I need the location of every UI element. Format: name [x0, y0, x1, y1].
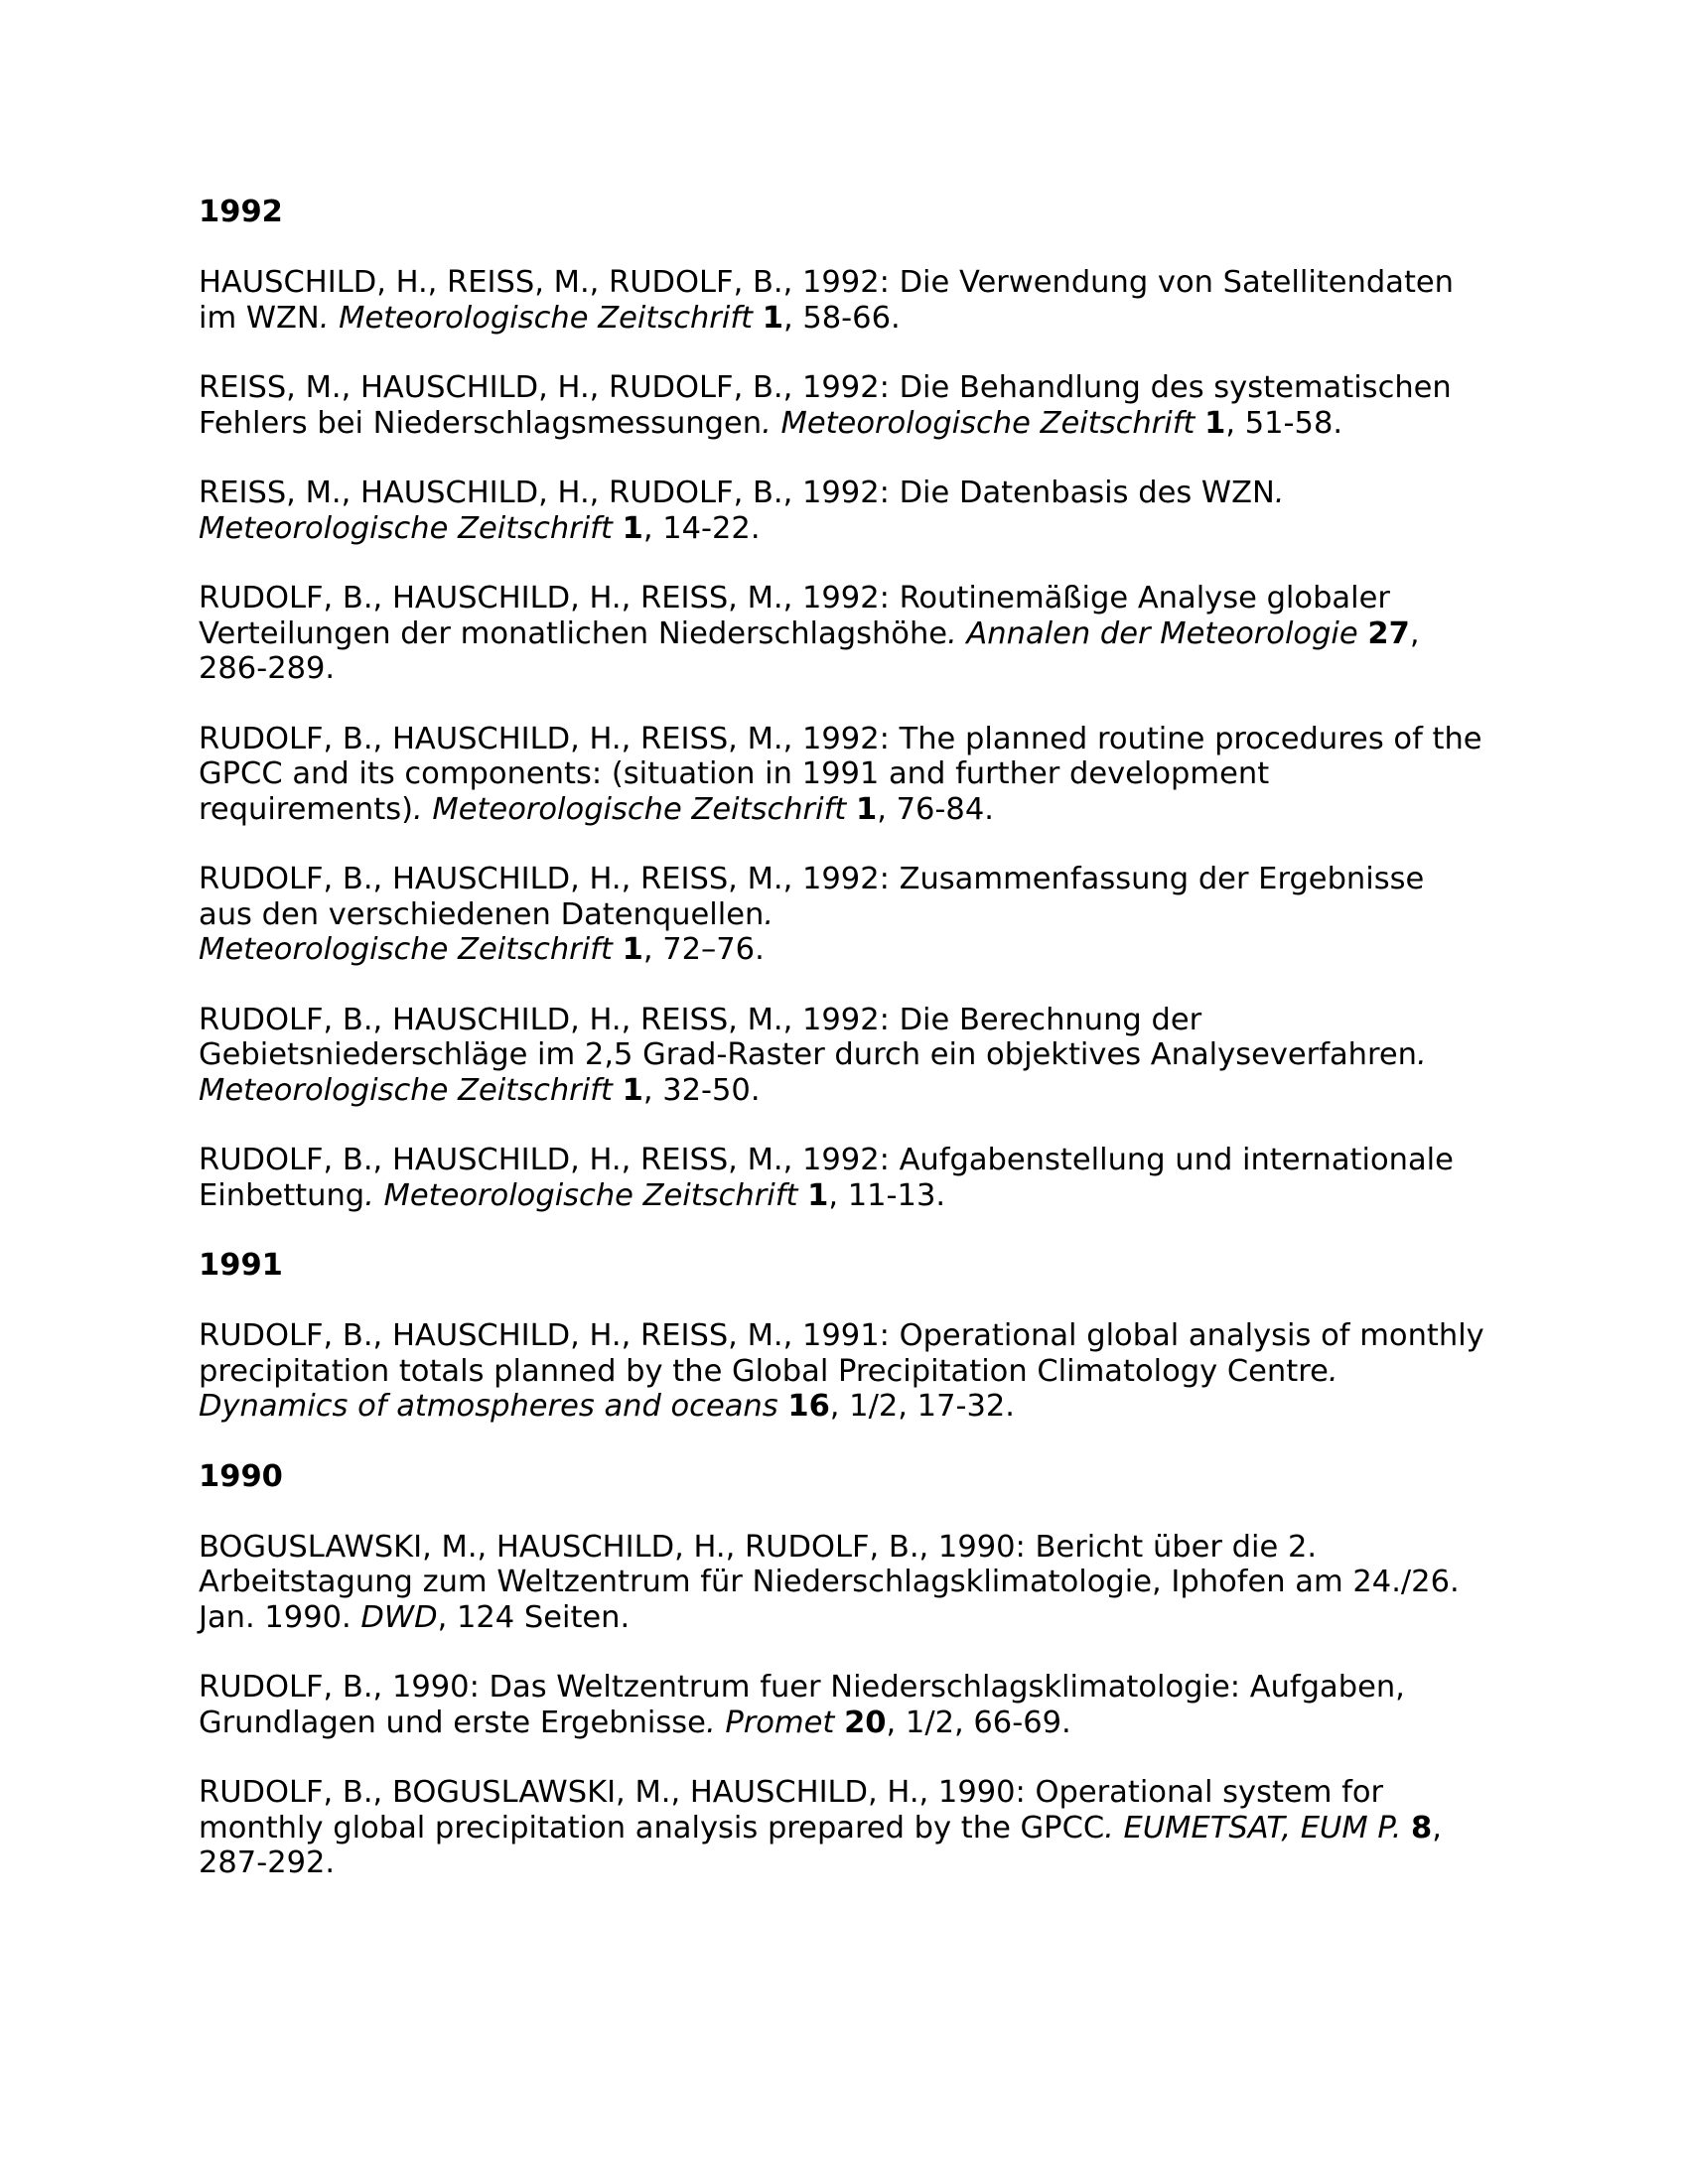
journal-title: .: [764, 896, 774, 932]
reference-text: Verteilungen der monatlichen Niederschlagshöhe: [199, 615, 948, 651]
reference-text: RUDOLF, B., BOGUSLAWSKI, M., HAUSCHILD, H., 1990: Operational system for: [199, 1775, 1384, 1810]
reference-text: ,: [1409, 615, 1420, 651]
reference-line: [199, 1073, 1499, 1109]
reference-text: Jan. 1990.: [199, 1599, 361, 1635]
reference-line: [199, 862, 1499, 897]
reference-line: [199, 756, 1499, 792]
reference-line: [199, 406, 1499, 442]
reference-line: [199, 370, 1499, 406]
volume-number: 20: [844, 1705, 887, 1740]
reference-line: [199, 651, 1499, 687]
reference-text: [613, 932, 623, 967]
journal-title: .: [1274, 476, 1285, 510]
reference-entry: [199, 1318, 1499, 1425]
reference-text: monthly global precipitation analysis prepared by the GPCC: [199, 1810, 1105, 1845]
reference-text: RUDOLF, B., HAUSCHILD, H., REISS, M., 1991: Operational global analysis of monthly: [199, 1318, 1484, 1353]
volume-number: 1: [855, 791, 878, 827]
reference-text: 286-289.: [199, 651, 336, 686]
reference-text: im WZN: [199, 300, 320, 336]
reference-entry: [199, 476, 1499, 546]
journal-title: Meteorologische Zeitschrift: [199, 510, 613, 546]
reference-line: [199, 722, 1499, 757]
reference-line: [199, 265, 1499, 301]
volume-number: 1: [622, 510, 643, 546]
reference-entry: [199, 1530, 1499, 1636]
reference-line: [199, 792, 1499, 828]
reference-entry: [199, 1775, 1499, 1881]
reference-text: aus den verschiedenen Datenquellen: [199, 896, 765, 932]
journal-title: . Meteorologische Zeitschrift: [762, 405, 1196, 441]
journal-title: Dynamics of atmospheres and oceans: [199, 1389, 778, 1424]
reference-text: Fehlers bei Niederschlagsmessungen: [199, 405, 763, 441]
reference-text: requirements): [199, 791, 413, 827]
reference-entry: [199, 1670, 1499, 1740]
bibliography-page: [199, 195, 1499, 1916]
reference-entry: [199, 265, 1499, 336]
reference-text: [613, 1073, 623, 1108]
reference-text: [778, 1389, 788, 1424]
reference-text: Grundlagen und erste Ergebnisse: [199, 1705, 706, 1740]
reference-text: ,: [1432, 1810, 1442, 1845]
reference-line: [199, 897, 1499, 933]
reference-text: , 72–76.: [642, 932, 765, 967]
reference-line: [199, 932, 1499, 968]
reference-text: , 51-58.: [1225, 405, 1343, 441]
reference-text: RUDOLF, B., HAUSCHILD, H., REISS, M., 1992: Routinemäßige Analyse globaler: [199, 581, 1390, 615]
reference-text: HAUSCHILD, H., REISS, M., RUDOLF, B., 1992: Die Verwendung von Satellitendaten: [199, 265, 1454, 300]
reference-line: [199, 476, 1499, 511]
year-heading: 1990: [199, 1458, 283, 1494]
reference-line: [199, 1811, 1499, 1846]
journal-title: . Annalen der Meteorologie: [947, 615, 1358, 651]
reference-entry: [199, 581, 1499, 687]
reference-text: RUDOLF, B., HAUSCHILD, H., REISS, M., 1992: The planned routine procedures of the: [199, 721, 1482, 756]
reference-text: RUDOLF, B., 1990: Das Weltzentrum fuer Niederschlagsklimatologie: Aufgaben,: [199, 1670, 1405, 1705]
reference-line: [199, 1318, 1499, 1354]
reference-line: [199, 1775, 1499, 1811]
reference-text: [613, 511, 623, 546]
reference-line: [199, 1143, 1499, 1178]
reference-text: , 76-84.: [877, 791, 994, 827]
reference-line: [199, 511, 1499, 547]
reference-text: [797, 1178, 807, 1213]
reference-text: precipitation totals planned by the Global Precipitation Climatology Centre: [199, 1353, 1329, 1389]
reference-text: Arbeitstagung zum Weltzentrum für Niederschlagsklimatologie, Iphofen am 24./26.: [199, 1565, 1460, 1599]
reference-text: [846, 792, 856, 827]
reference-entry: [199, 370, 1499, 441]
reference-text: , 124 Seiten.: [437, 1599, 631, 1635]
reference-text: Gebietsniederschläge im 2,5 Grad-Raster durch ein objektives Analyseverfahren: [199, 1037, 1417, 1072]
journal-title: .: [1328, 1353, 1338, 1389]
reference-entry: [199, 1143, 1499, 1213]
reference-line: [199, 581, 1499, 616]
reference-line: [199, 1530, 1499, 1566]
journal-title: Meteorologische Zeitschrift: [199, 932, 613, 967]
reference-line: [199, 1565, 1499, 1600]
journal-title: . EUMETSAT, EUM P.: [1104, 1810, 1402, 1845]
reference-line: [199, 1845, 1499, 1881]
journal-title: . Meteorologische Zeitschrift: [319, 300, 754, 336]
volume-number: 1: [762, 300, 783, 336]
volume-number: 1: [622, 932, 643, 967]
reference-text: , 1/2, 66-69.: [886, 1705, 1071, 1740]
reference-text: , 11-13.: [828, 1177, 946, 1213]
reference-text: [1401, 1811, 1411, 1845]
reference-text: , 1/2, 17-32.: [829, 1389, 1015, 1424]
reference-line: [199, 1037, 1499, 1073]
journal-title: DWD: [360, 1599, 438, 1635]
reference-text: [753, 301, 763, 336]
reference-text: [834, 1706, 844, 1740]
reference-line: [199, 616, 1499, 652]
reference-entry: [199, 1003, 1499, 1109]
reference-text: 287-292.: [199, 1845, 336, 1880]
journal-title: . Promet: [705, 1705, 835, 1740]
journal-title: Meteorologische Zeitschrift: [199, 1072, 613, 1108]
journal-title: . Meteorologische Zeitschrift: [364, 1177, 798, 1213]
reference-line: [199, 301, 1499, 337]
reference-text: , 32-50.: [642, 1072, 761, 1108]
reference-entry: [199, 722, 1499, 828]
reference-line: [199, 1600, 1499, 1636]
volume-number: 1: [1204, 405, 1226, 441]
journal-title: .: [1416, 1037, 1427, 1072]
reference-line: [199, 1178, 1499, 1214]
reference-text: [1358, 616, 1368, 651]
reference-text: REISS, M., HAUSCHILD, H., RUDOLF, B., 1992: Die Behandlung des systematischen: [199, 370, 1452, 405]
volume-number: 27: [1367, 615, 1410, 651]
reference-text: RUDOLF, B., HAUSCHILD, H., REISS, M., 1992: Zusammenfassung der Ergebnisse: [199, 862, 1425, 896]
reference-text: , 14-22.: [642, 510, 761, 546]
volume-number: 1: [807, 1177, 829, 1213]
reference-line: [199, 1354, 1499, 1390]
reference-entry: [199, 862, 1499, 968]
reference-line: [199, 1706, 1499, 1741]
reference-line: [199, 1670, 1499, 1706]
reference-text: [1195, 406, 1204, 441]
reference-text: BOGUSLAWSKI, M., HAUSCHILD, H., RUDOLF, B., 1990: Bericht über die 2.: [199, 1529, 1318, 1565]
year-heading: 1991: [199, 1248, 283, 1283]
reference-text: GPCC and its components: (situation in 1991 and further development: [199, 756, 1270, 791]
year-heading: 1992: [199, 195, 283, 229]
reference-text: RUDOLF, B., HAUSCHILD, H., REISS, M., 1992: Die Berechnung der: [199, 1002, 1202, 1037]
volume-number: 8: [1410, 1810, 1433, 1845]
volume-number: 16: [787, 1389, 830, 1424]
reference-text: Einbettung: [199, 1177, 365, 1213]
reference-text: RUDOLF, B., HAUSCHILD, H., REISS, M., 1992: Aufgabenstellung und internationale: [199, 1143, 1454, 1177]
reference-line: [199, 1003, 1499, 1038]
reference-line: [199, 1389, 1499, 1425]
reference-text: , 58-66.: [782, 300, 901, 336]
reference-text: REISS, M., HAUSCHILD, H., RUDOLF, B., 1992: Die Datenbasis des WZN: [199, 476, 1275, 510]
volume-number: 1: [622, 1072, 643, 1108]
journal-title: . Meteorologische Zeitschrift: [413, 791, 847, 827]
